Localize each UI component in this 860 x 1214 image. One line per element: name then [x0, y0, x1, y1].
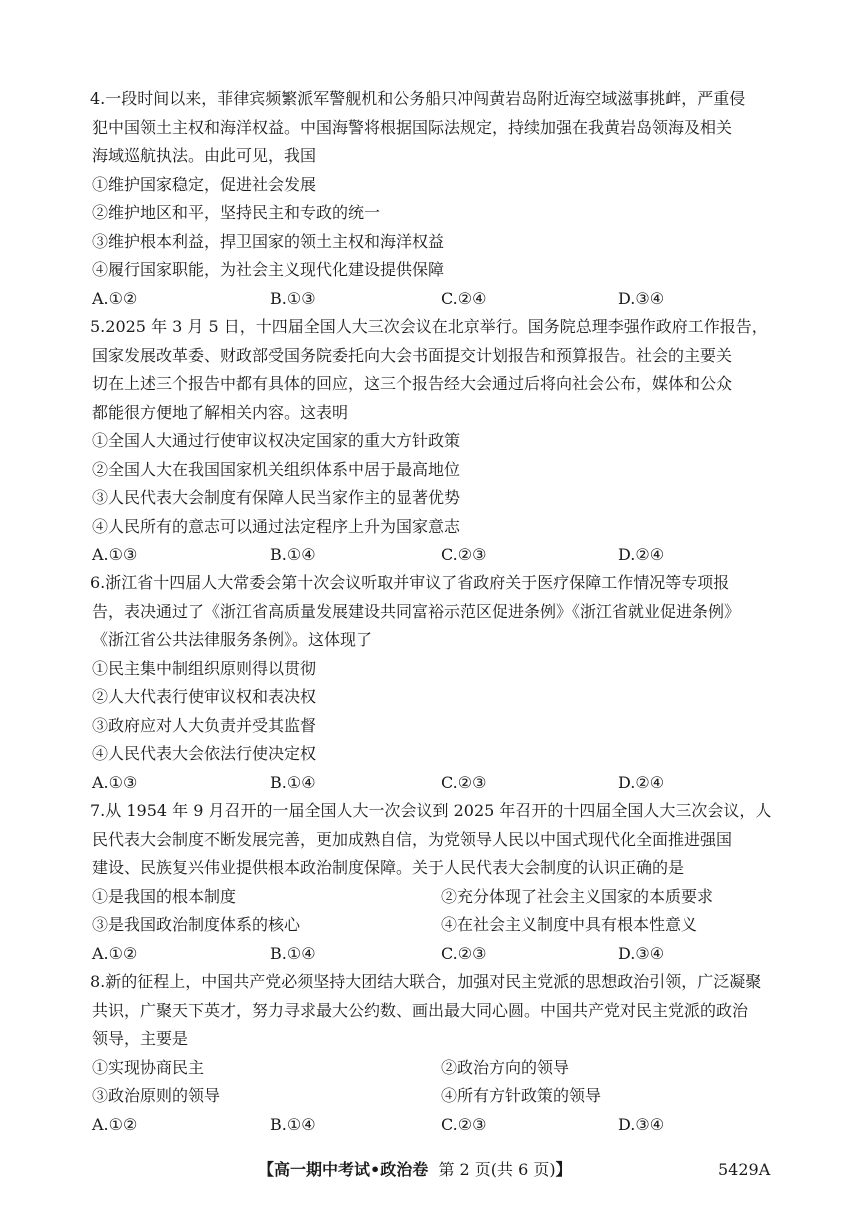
option-1: ①是我国的根本制度 — [92, 886, 237, 906]
choice-b[interactable]: B.①③ — [270, 288, 316, 308]
option-1: ①维护国家稳定，促进社会发展 — [92, 174, 317, 194]
option-3: ③政治原则的领导 — [92, 1086, 221, 1105]
option-4: ④人民所有的意志可以通过法定程序上升为国家意志 — [92, 516, 461, 536]
choice-c[interactable]: C.②③ — [441, 772, 487, 792]
question-stem — [90, 313, 790, 427]
choice-c[interactable]: C.②③ — [441, 545, 487, 564]
stem-line: 共识，广聚天下英才，努力寻求最大公约数、画出最大同心圆。中国共产党对民主党派的政治 — [92, 1000, 749, 1020]
choice-b[interactable]: B.①④ — [270, 772, 316, 792]
footer-code: 5429A — [718, 1160, 771, 1179]
choice-d[interactable]: D.③④ — [618, 1114, 665, 1134]
footer-close-bracket: 】 — [555, 1160, 572, 1179]
question-stem — [90, 569, 790, 655]
choice-a[interactable]: A.①③ — [92, 545, 138, 564]
choice-b[interactable]: B.①④ — [270, 943, 316, 963]
option-3: ③是我国政治制度体系的核心 — [92, 915, 301, 934]
stem-line: 海域巡航执法。由此可见，我国 — [92, 146, 317, 165]
choice-d[interactable]: D.②④ — [618, 545, 665, 564]
choice-c[interactable]: C.②③ — [441, 1114, 487, 1134]
stem-line: 切在上述三个报告中都有具体的回应，这三个报告经大会通过后将向社会公布，媒体和公众 — [92, 374, 733, 393]
option-2: ②维护地区和平，坚持民主和专政的统一 — [92, 203, 381, 222]
stem-line: 7.从 1954 年 9 月召开的一届全国人大一次会议到 2025 年召开的十四届全国人大三次会议，人 — [90, 801, 772, 820]
answer-choices — [90, 285, 790, 314]
option-3: ③维护根本利益，捍卫国家的领土主权和海洋权益 — [92, 231, 445, 251]
stem-line: 5.2025 年 3 月 5 日，十四届全国人大三次会议在北京举行。国务院总理李强作政府工作报告， — [90, 317, 768, 336]
question-8 — [90, 968, 790, 1139]
choice-b[interactable]: B.①④ — [270, 545, 316, 564]
answer-choices — [90, 940, 790, 969]
footer-exam-name: 高一期中考试 — [274, 1160, 371, 1179]
stem-line: 建设、民族复兴伟业提供根本政治制度保障。关于人民代表大会制度的认识正确的是 — [92, 858, 685, 877]
choice-a[interactable]: A.①③ — [92, 772, 138, 792]
option-2: ②人大代表行使审议权和表决权 — [92, 687, 317, 706]
question-stem — [90, 968, 790, 1054]
option-row — [90, 911, 790, 940]
option-4: ④人民代表大会依法行使决定权 — [92, 744, 317, 763]
answer-choices — [90, 1111, 790, 1140]
question-stem — [90, 85, 790, 171]
choice-a[interactable]: A.①② — [92, 1114, 138, 1134]
stem-line: 领导，主要是 — [92, 1029, 189, 1048]
option-4: ④所有方针政策的领导 — [441, 1086, 602, 1105]
choice-b[interactable]: B.①④ — [270, 1114, 316, 1134]
option-row — [90, 1054, 790, 1083]
option-3: ③政府应对人大负责并受其监督 — [92, 715, 317, 735]
option-row — [90, 1082, 790, 1111]
option-1: ①民主集中制组织原则得以贯彻 — [92, 658, 317, 678]
question-6 — [90, 569, 790, 797]
option-4: ④履行国家职能，为社会主义现代化建设提供保障 — [92, 260, 445, 279]
question-7 — [90, 797, 790, 968]
option-2: ②政治方向的领导 — [441, 1057, 570, 1077]
option-2: ②充分体现了社会主义国家的本质要求 — [441, 886, 714, 906]
choice-a[interactable]: A.①② — [92, 943, 138, 963]
stem-line: 6.浙江省十四届人大常委会第十次会议听取并审议了省政府关于医疗保障工作情况等专项报 — [90, 573, 730, 592]
choice-d[interactable]: D.③④ — [618, 943, 665, 963]
option-4: ④在社会主义制度中具有根本性意义 — [441, 915, 698, 934]
footer-title — [258, 1155, 572, 1185]
page-footer — [0, 1155, 860, 1185]
stem-line: 《浙江省公共法律服务条例》。这体现了 — [92, 630, 373, 649]
option-3: ③人民代表大会制度有保障人民当家作主的显著优势 — [92, 488, 461, 507]
stem-line: 告，表决通过了《浙江省高质量发展建设共同富裕示范区促进条例》《浙江省就业促进条例》 — [92, 601, 741, 621]
option-1: ①实现协商民主 — [92, 1057, 205, 1077]
question-5 — [90, 313, 790, 570]
stem-line: 4.一段时间以来，菲律宾频繁派军警舰机和公务船只冲闯黄岩岛附近海空域滋事挑衅，严重侵 — [90, 89, 746, 108]
footer-open-bracket: 【 — [258, 1160, 275, 1179]
stem-line: 民代表大会制度不断发展完善，更加成熟自信，为党领导人民以中国式现代化全面推进强国 — [92, 829, 733, 849]
footer-subject: 政治卷 — [380, 1160, 429, 1179]
option-row — [90, 883, 790, 912]
stem-line: 国家发展改革委、财政部受国务院委托向大会书面提交计划报告和预算报告。社会的主要关 — [92, 345, 733, 365]
option-1: ①全国人大通过行使审议权决定国家的重大方针政策 — [92, 431, 461, 450]
stem-line: 犯中国领土主权和海洋权益。中国海警将根据国际法规定，持续加强在我黄岩岛领海及相关 — [92, 117, 733, 137]
footer-dot: • — [370, 1160, 381, 1179]
answer-choices — [90, 541, 790, 570]
stem-line: 8.新的征程上，中国共产党必须坚持大团结大联合，加强对民主党派的思想政治引领，广泛凝聚 — [90, 972, 762, 991]
stem-line: 都能很方便地了解相关内容。这表明 — [92, 402, 349, 422]
option-2: ②全国人大在我国国家机关组织体系中居于最高地位 — [92, 459, 461, 479]
choice-c[interactable]: C.②③ — [441, 943, 487, 963]
question-4 — [90, 85, 790, 313]
footer-page-number: 第 2 页(共 6 页) — [438, 1160, 556, 1179]
choice-a[interactable]: A.①② — [92, 288, 138, 308]
answer-choices — [90, 769, 790, 798]
choice-d[interactable]: D.②④ — [618, 772, 665, 792]
choice-d[interactable]: D.③④ — [618, 288, 665, 308]
question-stem — [90, 797, 790, 883]
choice-c[interactable]: C.②④ — [441, 288, 487, 308]
